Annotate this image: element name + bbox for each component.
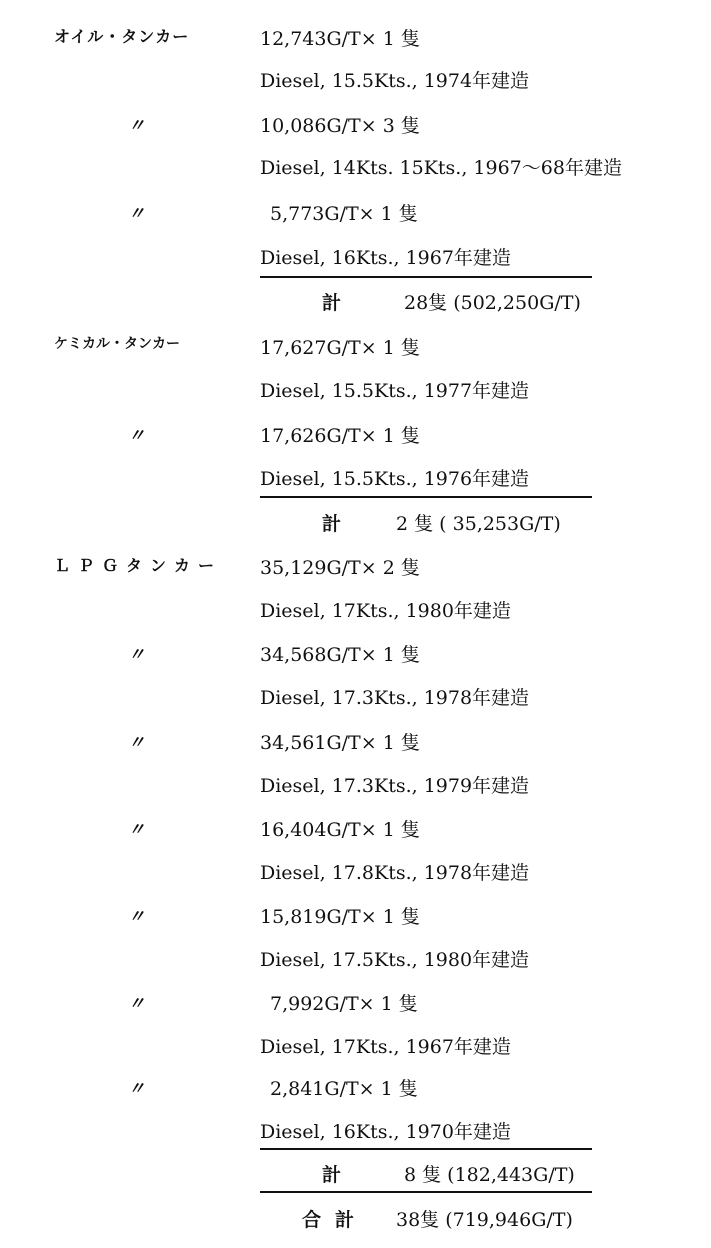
ditto-mark: 〃 [128,1079,145,1099]
subtotal-rule [260,496,592,498]
tonnage-value: 34,561G/T× 1 隻 [260,732,420,754]
entry-row [0,728,711,758]
spec-row [0,376,711,406]
entry-row [0,640,711,670]
ditto-mark: 〃 [128,820,145,840]
subtotal-value: 2 隻 ( 35,253G/T) [396,513,561,535]
subtotal-row [0,1160,711,1190]
tonnage-value: 17,627G/T× 1 隻 [260,337,420,359]
tonnage-value: 10,086G/T× 3 隻 [260,115,420,137]
category-oil-tanker: オイル・タンカー [54,27,190,46]
spec-row [0,464,711,494]
spec-value: Diesel, 17.8Kts., 1978年建造 [260,862,530,884]
spec-row [0,1117,711,1147]
spec-row [0,243,711,273]
spec-row [0,683,711,713]
entry-row [0,111,711,141]
spec-row [0,596,711,626]
subtotal-label: 計 [322,513,342,535]
spec-value: Diesel, 17.3Kts., 1979年建造 [260,775,530,797]
ditto-mark: 〃 [128,994,145,1014]
tonnage-value: 15,819G/T× 1 隻 [260,906,420,928]
spec-value: Diesel, 16Kts., 1970年建造 [260,1121,511,1143]
spec-row [0,858,711,888]
ditto-mark: 〃 [128,907,145,927]
subtotal-label: 計 [322,1164,342,1186]
spec-value: Diesel, 16Kts., 1967年建造 [260,247,511,269]
entry-row [0,989,711,1019]
spec-value: Diesel, 17.5Kts., 1980年建造 [260,949,530,971]
tonnage-value: 5,773G/T× 1 隻 [270,203,418,225]
spec-value: Diesel, 17.3Kts., 1978年建造 [260,687,530,709]
category-lpg-tanker: ＬＰＧタンカー [54,556,223,575]
subtotal-label: 計 [322,292,342,314]
tonnage-value: 17,626G/T× 1 隻 [260,425,420,447]
entry-row [0,1074,711,1104]
spec-value: Diesel, 15.5Kts., 1974年建造 [260,70,530,92]
spec-value: Diesel, 15.5Kts., 1977年建造 [260,380,530,402]
tonnage-value: 35,129G/T× 2 隻 [260,557,420,579]
grand-total-label: 合計 [302,1209,369,1231]
ditto-mark: 〃 [128,426,145,446]
category-chemical-tanker: ケミカル・タンカー [54,336,180,352]
spec-row [0,1032,711,1062]
spec-value: Diesel, 17Kts., 1967年建造 [260,1036,511,1058]
entry-row [0,815,711,845]
entry-row [0,553,711,583]
spec-value: Diesel, 14Kts. 15Kts., 1967～68年建造 [260,157,622,179]
spec-row [0,66,711,96]
subtotal-value: 28隻 (502,250G/T) [404,292,581,314]
spec-row [0,945,711,975]
grand-total-value: 38隻 (719,946G/T) [396,1209,573,1231]
tonnage-value: 16,404G/T× 1 隻 [260,819,420,841]
ditto-mark: 〃 [128,733,145,753]
ditto-mark: 〃 [128,204,145,224]
tonnage-value: 7,992G/T× 1 隻 [270,993,418,1015]
spec-row [0,153,711,183]
spec-row [0,771,711,801]
entry-row [0,421,711,451]
ditto-mark: 〃 [128,116,145,136]
entry-row [0,199,711,229]
spec-value: Diesel, 15.5Kts., 1976年建造 [260,468,530,490]
entry-row [0,24,711,54]
subtotal-row [0,509,711,539]
subtotal-rule [260,276,592,278]
spec-value: Diesel, 17Kts., 1980年建造 [260,600,511,622]
subtotal-value: 8 隻 (182,443G/T) [404,1164,575,1186]
tonnage-value: 2,841G/T× 1 隻 [270,1078,418,1100]
tonnage-value: 34,568G/T× 1 隻 [260,644,420,666]
grand-total-rule [260,1191,592,1193]
grand-total-row [0,1205,711,1235]
entry-row [0,333,711,363]
ditto-mark: 〃 [128,645,145,665]
subtotal-rule [260,1148,592,1150]
subtotal-row [0,288,711,318]
tonnage-value: 12,743G/T× 1 隻 [260,28,420,50]
entry-row [0,902,711,932]
